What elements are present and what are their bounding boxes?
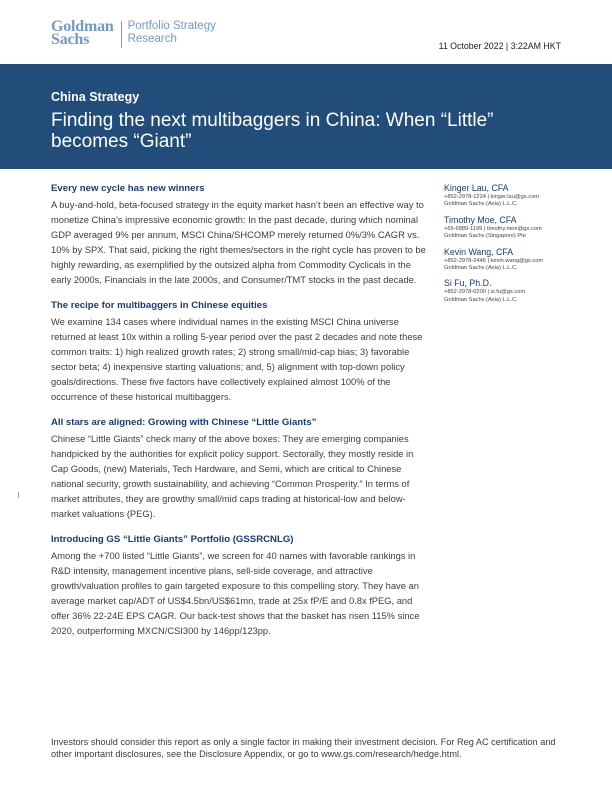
goldman-sachs-logo [51, 20, 216, 48]
author-name: Kinger Lau, CFA [444, 183, 509, 193]
logo-sub-line-2: Research [127, 33, 177, 45]
section-body: A buy-and-hold, beta-focused strategy in the equity market hasn’t been an effective way to monetize China’s impressive economic growth: In the past decade, during which nominal GDP averaged 9% per annum, MSCI China/SHCOMP merely returned 0%/3% CAGR vs. 10% by SPX. That said, picking the right themes/sectors in the right cycle has proven to be highly rewarding, as exemplified by the outsized alpha from Commodity Cyclicals in the early 2000s, Financials in the late 2000s, and Consumer/TMT stocks in the past decade. [51, 200, 426, 285]
section-body: Among the +700 listed “Little Giants”, we screen for 40 names with favorable rankings in R&D intensity, management incentive plans, sell-side coverage, and attractive growth/valuation profiles to gain targeted exposure to this compelling story. They have an average market cap/ADT of US$4.5bn/US$61mn, trade at 25x fP/E and 0.8x fPEG, and offer 36% 22-24E EPS CAGR. Our back-test shows that the basket has risen 115% since 2020, outperforming MXCN/CSI300 by 146pp/123pp. [51, 551, 420, 636]
author-contact[interactable]: +852-2978-1224 | kinger.lau@gs.com [444, 194, 539, 200]
author-org: Goldman Sachs (Asia) L.L.C. [444, 296, 518, 303]
author-contact[interactable]: +852-2978-2446 | kevin.wang@gs.com [444, 257, 544, 264]
author-org: Goldman Sachs (Asia) L.L.C. [444, 201, 518, 208]
author-card [444, 215, 579, 241]
logo-wordmark [51, 20, 114, 46]
author-contact[interactable]: +65-6889-1199 | timothy.moe@gs.com [444, 225, 542, 232]
section-heading: All stars are aligned: Growing with Chinese “Little Giants” [51, 417, 317, 428]
author-card [444, 183, 579, 209]
page-header [0, 0, 612, 64]
author-card [444, 278, 579, 304]
author-name: Si Fu, Ph.D. [444, 278, 492, 289]
author-card [444, 247, 579, 273]
report-title: Finding the next multibaggers in China: When “Little” becomes “Giant” [51, 110, 494, 152]
author-org: Goldman Sachs (Asia) L.L.C. [444, 265, 518, 272]
logo-subtitle [128, 20, 216, 46]
section-portfolio [51, 534, 429, 639]
title-banner [0, 64, 612, 169]
logo-line-1: Goldman [51, 18, 114, 35]
section-recipe [51, 300, 429, 405]
author-name: Timothy Moe, CFA [444, 214, 517, 225]
series-kicker: China Strategy [51, 90, 140, 104]
section-heading: Every new cycle has new winners [51, 183, 205, 194]
section-heading: The recipe for multibaggers in Chinese equities [51, 300, 268, 311]
section-body: Chinese “Little Giants” check many of the above boxes: They are emerging companies handpicked by the authorities for explicit policy support. Sectorally, they mostly reside in Cap Goods, (new) Materials, Tech Hardware, and Semi, which are critical to Chinese national security, growth sustainability, and achieving “Common Prosperity.” In terms of market attributes, they are growthy small/mid caps trading at historical-low and below-market valuations (PEG). [51, 434, 414, 519]
author-contact[interactable]: +852-2978-0200 | si.fu@gs.com [444, 289, 526, 296]
margin-mark [18, 492, 19, 498]
section-new-cycle [51, 183, 429, 288]
disclosure-footer: Investors should consider this report as only a single factor in making their investment decision. For Reg AC certification and other important disclosures, see the Disclosure Appendix, or go to www.gs.com/research/hedge.html. [51, 737, 556, 760]
report-dateline: 11 October 2022 | 3:22AM HKT [438, 41, 561, 51]
logo-divider [121, 21, 122, 48]
section-body: We examine 134 cases where individual names in the existing MSCI China universe returned at least 10x within a rolling 5-year period over the past 2 decades and note these common traits: 1) high realized growth rates; 2) strong small/mid-cap bias; 3) favorable sector beta; 4) inexpensive starting valuations; and, 5) alignment with top-down policy goals/directions. These five factors have collectively explained almost 100% of the occurrence of these historical multibaggers. [51, 317, 423, 402]
authors-sidebar [444, 183, 579, 310]
logo-line-2: Sachs [51, 31, 90, 48]
report-body [51, 183, 429, 651]
section-heading: Introducing GS “Little Giants” Portfolio (GSSRCNLG) [51, 534, 294, 545]
logo-sub-line-1: Portfolio Strategy [127, 20, 216, 32]
author-name: Kevin Wang, CFA [444, 246, 514, 257]
section-little-giants [51, 417, 429, 522]
author-org: Goldman Sachs (Singapore) Pte [444, 233, 526, 240]
